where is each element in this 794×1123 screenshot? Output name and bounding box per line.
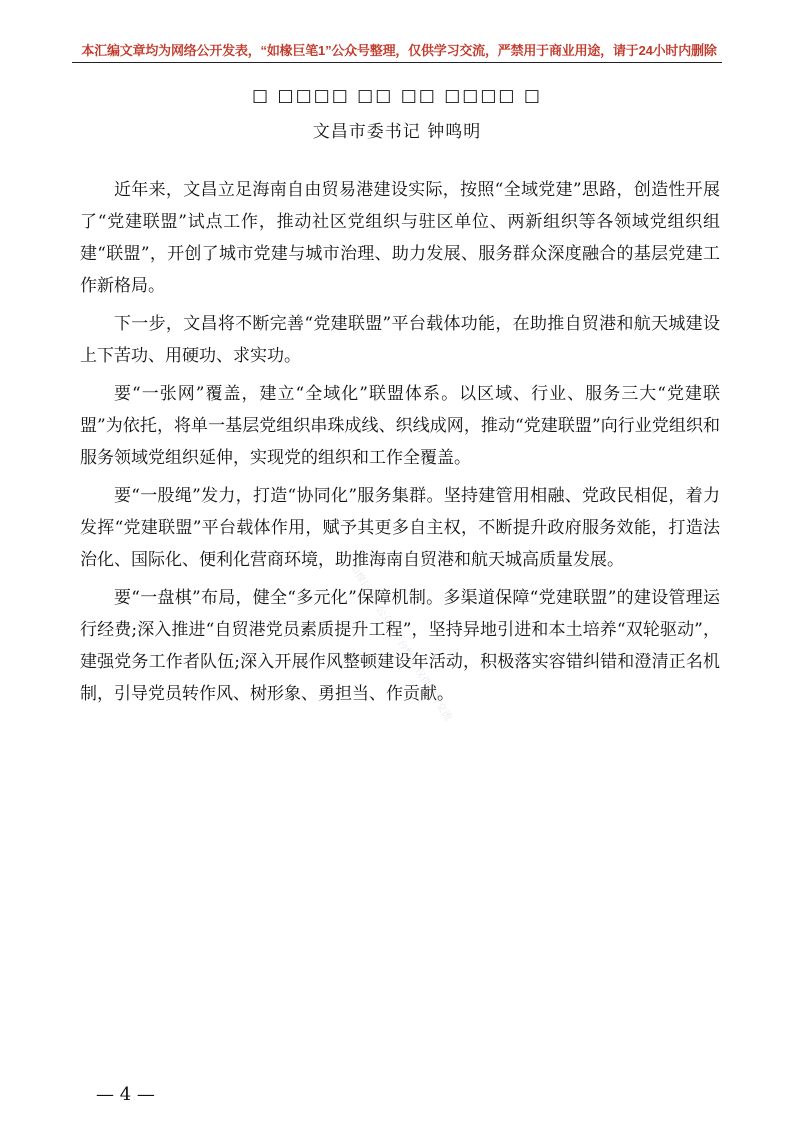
page-number: — 4 —: [96, 1084, 155, 1105]
article-author: 文昌市委书记 钟鸣明: [312, 122, 482, 142]
header-divider: [72, 62, 722, 63]
copyright-notice: 本汇编文章均为网络公开发表，“如椽巨笔1”公众号整理，仅供学习交流，严禁用于商业用途，请于24小时内删除: [81, 43, 717, 58]
paragraph: 近年来，文昌立足海南自由贸易港建设实际，按照“全域党建”思路，创造性开展了“党建联盟”试点工作，推动社区党组织与驻区单位、两新组织等各领域党组织组建“联盟”，开创了城市党建与城市治理、助力发展、服务群众深度融合的基层党建工作新格局。: [80, 180, 720, 296]
paragraph: 要“一张网”覆盖，建立“全域化”联盟体系。以区域、行业、服务三大“党建联盟”为依托，将单一基层党组织串珠成线、织线成网，推动“党建联盟”向行业党组织和服务领域党组织延伸，实现党的组织和工作全覆盖。: [80, 384, 720, 468]
paragraph: 要“一股绳”发力，打造“协同化”服务集群。坚持建管用相融、党政民相促，着力发挥“党建联盟”平台载体作用，赋予其更多自主权，不断提升政府服务效能，打造法治化、国际化、便利化营商环境，助推海南自贸港和航天城高质量发展。: [80, 486, 720, 570]
paragraph: 要“一盘棋”布局，健全“多元化”保障机制。多渠道保障“党建联盟”的建设管理运行经费;深入推进“自贸港党员素质提升工程”，坚持异地引进和本土培养“双轮驱动”，建强党务工作者队伍;深入开展作风整顿建设年活动，积极落实容错纠错和澄清正名机制，引导党员转作风、树形象、勇担当、作贡献。: [80, 588, 720, 704]
paragraph: 下一步，文昌将不断完善“党建联盟”平台载体功能，在助推自贸港和航天城建设上下苦功、用硬功、求实功。: [80, 314, 720, 366]
article-title: □ □□□□ □□ □□ □□□□ □: [252, 86, 542, 106]
watermark: 如椽巨笔1 公众号平台整理 仅供学习交流: [347, 562, 454, 723]
